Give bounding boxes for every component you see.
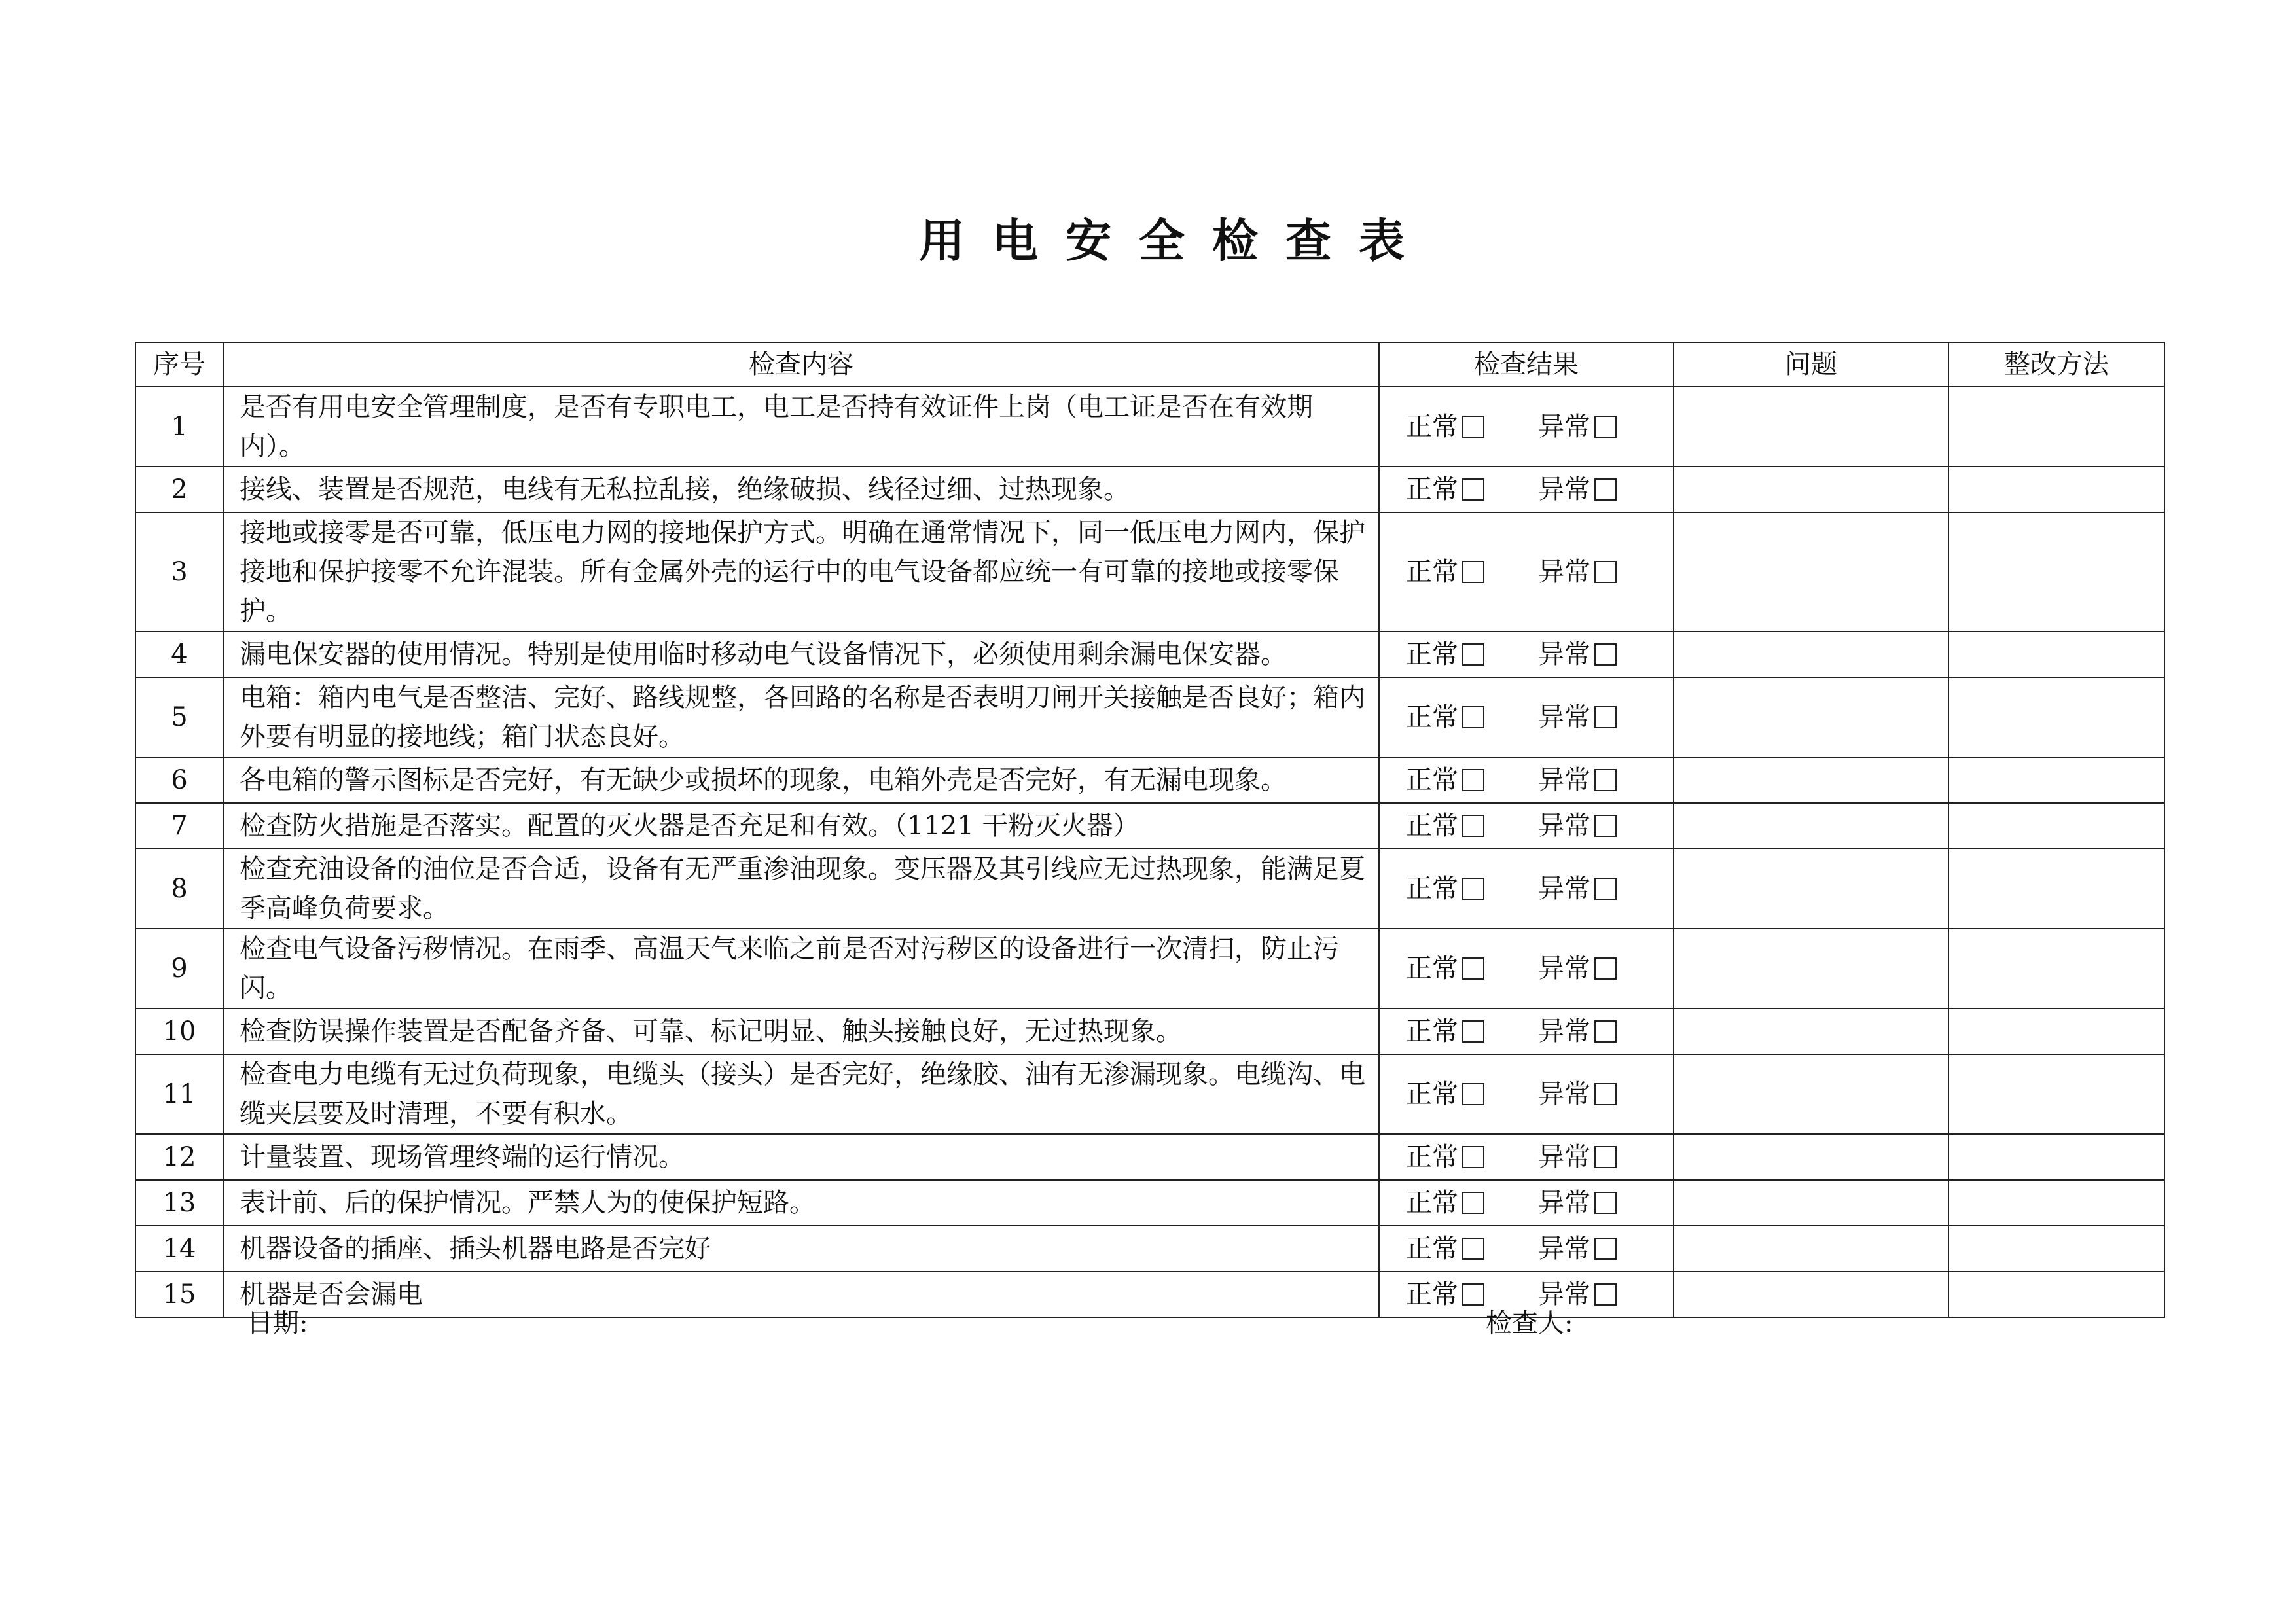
result-option-abnormal[interactable] — [1538, 869, 1617, 908]
result-option-normal[interactable] — [1406, 869, 1484, 908]
row-result — [1379, 929, 1674, 1008]
result-option-abnormal[interactable] — [1538, 1229, 1617, 1268]
row-seq: 1 — [135, 387, 223, 467]
result-label-normal: 正常 — [1406, 954, 1458, 984]
result-option-abnormal[interactable] — [1538, 1137, 1617, 1177]
checkbox-normal[interactable] — [1462, 478, 1484, 501]
result-option-normal[interactable] — [1406, 760, 1484, 800]
row-problem[interactable] — [1674, 757, 1948, 803]
result-label-normal: 正常 — [1406, 1016, 1458, 1046]
result-option-normal[interactable] — [1406, 1137, 1484, 1177]
table-row — [135, 803, 2164, 849]
checkbox-normal[interactable] — [1462, 1283, 1484, 1306]
row-seq: 4 — [135, 632, 223, 677]
checkbox-abnormal[interactable] — [1594, 1238, 1617, 1260]
checkbox-normal[interactable] — [1462, 1083, 1484, 1105]
result-option-abnormal[interactable] — [1538, 1012, 1617, 1051]
checkbox-normal[interactable] — [1462, 878, 1484, 900]
result-option-normal[interactable] — [1406, 470, 1484, 509]
row-fix[interactable] — [1948, 1180, 2164, 1226]
table-header-row — [135, 342, 2164, 387]
result-label-normal: 正常 — [1406, 1234, 1458, 1264]
result-option-normal[interactable] — [1406, 806, 1484, 846]
checkbox-abnormal[interactable] — [1594, 1283, 1617, 1306]
result-option-normal[interactable] — [1406, 1075, 1484, 1114]
row-problem[interactable] — [1674, 632, 1948, 677]
row-fix[interactable] — [1948, 632, 2164, 677]
row-result — [1379, 1134, 1674, 1180]
row-problem[interactable] — [1674, 467, 1948, 512]
result-label-normal: 正常 — [1406, 412, 1458, 442]
checkbox-normal[interactable] — [1462, 643, 1484, 666]
result-option-normal[interactable] — [1406, 407, 1484, 446]
row-result — [1379, 1180, 1674, 1226]
result-label-abnormal: 异常 — [1538, 474, 1590, 505]
table-row — [135, 849, 2164, 929]
row-content: 机器是否会漏电 — [223, 1272, 1379, 1317]
result-option-abnormal[interactable] — [1538, 698, 1617, 737]
row-result — [1379, 803, 1674, 849]
result-label-normal: 正常 — [1406, 1279, 1458, 1310]
result-label-abnormal: 异常 — [1538, 765, 1590, 795]
row-fix[interactable] — [1948, 849, 2164, 929]
row-problem[interactable] — [1674, 929, 1948, 1008]
result-option-abnormal[interactable] — [1538, 760, 1617, 800]
row-content: 检查充油设备的油位是否合适，设备有无严重渗油现象。变压器及其引线应无过热现象，能满足夏季高峰负荷要求。 — [223, 849, 1379, 929]
result-label-abnormal: 异常 — [1538, 1016, 1590, 1046]
table-row — [135, 757, 2164, 803]
result-label-normal: 正常 — [1406, 639, 1458, 669]
result-option-abnormal[interactable] — [1538, 635, 1617, 674]
result-label-normal: 正常 — [1406, 1079, 1458, 1109]
row-result — [1379, 1008, 1674, 1054]
checkbox-abnormal[interactable] — [1594, 1146, 1617, 1168]
checkbox-normal[interactable] — [1462, 1238, 1484, 1260]
row-content: 检查防误操作装置是否配备齐备、可靠、标记明显、触头接触良好，无过热现象。 — [223, 1008, 1379, 1054]
result-option-abnormal[interactable] — [1538, 806, 1617, 846]
inspection-table — [135, 342, 2165, 1318]
checkbox-normal[interactable] — [1462, 1192, 1484, 1214]
row-content: 机器设备的插座、插头机器电路是否完好 — [223, 1226, 1379, 1272]
result-label-normal: 正常 — [1406, 474, 1458, 505]
header-content: 检查内容 — [223, 342, 1379, 387]
result-option-abnormal[interactable] — [1538, 407, 1617, 446]
row-problem[interactable] — [1674, 803, 1948, 849]
result-label-normal: 正常 — [1406, 1188, 1458, 1218]
result-option-normal[interactable] — [1406, 552, 1484, 592]
table-row — [135, 1008, 2164, 1054]
row-seq: 8 — [135, 849, 223, 929]
table-row — [135, 1054, 2164, 1134]
result-label-abnormal: 异常 — [1538, 874, 1590, 904]
result-option-abnormal[interactable] — [1538, 949, 1617, 988]
row-problem[interactable] — [1674, 512, 1948, 632]
row-result — [1379, 1226, 1674, 1272]
result-label-normal: 正常 — [1406, 702, 1458, 732]
checkbox-abnormal[interactable] — [1594, 643, 1617, 666]
row-result — [1379, 1054, 1674, 1134]
row-seq: 10 — [135, 1008, 223, 1054]
row-fix[interactable] — [1948, 512, 2164, 632]
row-result — [1379, 677, 1674, 757]
row-problem[interactable] — [1674, 1008, 1948, 1054]
result-option-abnormal[interactable] — [1538, 1075, 1617, 1114]
result-label-normal: 正常 — [1406, 874, 1458, 904]
row-seq: 5 — [135, 677, 223, 757]
result-label-abnormal: 异常 — [1538, 702, 1590, 732]
row-content: 检查电气设备污秽情况。在雨季、高温天气来临之前是否对污秽区的设备进行一次清扫，防止污闪。 — [223, 929, 1379, 1008]
result-label-abnormal: 异常 — [1538, 639, 1590, 669]
row-content: 漏电保安器的使用情况。特别是使用临时移动电气设备情况下，必须使用剩余漏电保安器。 — [223, 632, 1379, 677]
row-problem[interactable] — [1674, 387, 1948, 467]
checkbox-abnormal[interactable] — [1594, 478, 1617, 501]
row-fix[interactable] — [1948, 1134, 2164, 1180]
table-row — [135, 1134, 2164, 1180]
row-seq: 13 — [135, 1180, 223, 1226]
checkbox-normal[interactable] — [1462, 1146, 1484, 1168]
checkbox-abnormal[interactable] — [1594, 878, 1617, 900]
result-label-normal: 正常 — [1406, 1142, 1458, 1172]
row-result — [1379, 632, 1674, 677]
table-row — [135, 1272, 2164, 1317]
row-seq: 15 — [135, 1272, 223, 1317]
row-fix[interactable] — [1948, 1272, 2164, 1317]
result-label-abnormal: 异常 — [1538, 1079, 1590, 1109]
row-result — [1379, 757, 1674, 803]
result-label-normal: 正常 — [1406, 557, 1458, 587]
row-content: 计量装置、现场管理终端的运行情况。 — [223, 1134, 1379, 1180]
checkbox-abnormal[interactable] — [1594, 1020, 1617, 1043]
row-fix[interactable] — [1948, 467, 2164, 512]
result-label-abnormal: 异常 — [1538, 557, 1590, 587]
result-option-normal[interactable] — [1406, 1012, 1484, 1051]
checkbox-normal[interactable] — [1462, 957, 1484, 980]
result-option-normal[interactable] — [1406, 949, 1484, 988]
row-content: 接线、装置是否规范，电线有无私拉乱接，绝缘破损、线径过细、过热现象。 — [223, 467, 1379, 512]
checkbox-normal[interactable] — [1462, 706, 1484, 728]
row-seq: 9 — [135, 929, 223, 1008]
checkbox-abnormal[interactable] — [1594, 815, 1617, 837]
result-label-normal: 正常 — [1406, 765, 1458, 795]
row-result — [1379, 387, 1674, 467]
row-fix[interactable] — [1948, 387, 2164, 467]
row-content: 检查防火措施是否落实。配置的灭火器是否充足和有效。（1121 干粉灭火器） — [223, 803, 1379, 849]
row-content: 表计前、后的保护情况。严禁人为的使保护短路。 — [223, 1180, 1379, 1226]
result-option-normal[interactable] — [1406, 1183, 1484, 1222]
checkbox-normal[interactable] — [1462, 416, 1484, 438]
row-fix[interactable] — [1948, 757, 2164, 803]
checkbox-abnormal[interactable] — [1594, 561, 1617, 583]
result-label-abnormal: 异常 — [1538, 412, 1590, 442]
row-seq: 14 — [135, 1226, 223, 1272]
table-row — [135, 677, 2164, 757]
row-problem[interactable] — [1674, 1054, 1948, 1134]
result-option-abnormal[interactable] — [1538, 470, 1617, 509]
table-row — [135, 387, 2164, 467]
inspector-label: 检查人: — [1486, 1308, 1573, 1338]
row-result — [1379, 849, 1674, 929]
row-fix[interactable] — [1948, 929, 2164, 1008]
row-content: 接地或接零是否可靠，低压电力网的接地保护方式。明确在通常情况下，同一低压电力网内，保护接地和保护接零不允许混装。所有金属外壳的运行中的电气设备都应统一有可靠的接地或接零保护。 — [223, 512, 1379, 632]
row-problem[interactable] — [1674, 1226, 1948, 1272]
table-row — [135, 929, 2164, 1008]
header-fix: 整改方法 — [1948, 342, 2164, 387]
checkbox-abnormal[interactable] — [1594, 416, 1617, 438]
checkbox-abnormal[interactable] — [1594, 769, 1617, 791]
row-result — [1379, 467, 1674, 512]
result-label-abnormal: 异常 — [1538, 1234, 1590, 1264]
table-row — [135, 1226, 2164, 1272]
row-problem[interactable] — [1674, 1134, 1948, 1180]
row-seq: 7 — [135, 803, 223, 849]
checkbox-abnormal[interactable] — [1594, 1083, 1617, 1105]
row-fix[interactable] — [1948, 803, 2164, 849]
row-content: 各电箱的警示图标是否完好，有无缺少或损坏的现象，电箱外壳是否完好，有无漏电现象。 — [223, 757, 1379, 803]
checkbox-abnormal[interactable] — [1594, 1192, 1617, 1214]
result-option-normal[interactable] — [1406, 1229, 1484, 1268]
row-seq: 11 — [135, 1054, 223, 1134]
result-option-normal[interactable] — [1406, 635, 1484, 674]
result-option-abnormal[interactable] — [1538, 552, 1617, 592]
page-title: 用电安全检查表 — [919, 214, 1432, 268]
row-seq: 3 — [135, 512, 223, 632]
header-seq: 序号 — [135, 342, 223, 387]
result-label-abnormal: 异常 — [1538, 811, 1590, 841]
checkbox-normal[interactable] — [1462, 561, 1484, 583]
table-row — [135, 467, 2164, 512]
row-fix[interactable] — [1948, 1054, 2164, 1134]
row-fix[interactable] — [1948, 1008, 2164, 1054]
result-label-normal: 正常 — [1406, 811, 1458, 841]
result-label-abnormal: 异常 — [1538, 954, 1590, 984]
row-fix[interactable] — [1948, 677, 2164, 757]
date-label: 日期: — [247, 1308, 308, 1338]
row-seq: 2 — [135, 467, 223, 512]
row-seq: 12 — [135, 1134, 223, 1180]
checkbox-normal[interactable] — [1462, 769, 1484, 791]
result-label-abnormal: 异常 — [1538, 1142, 1590, 1172]
result-option-abnormal[interactable] — [1538, 1183, 1617, 1222]
result-label-abnormal: 异常 — [1538, 1188, 1590, 1218]
checkbox-abnormal[interactable] — [1594, 957, 1617, 980]
header-result: 检查结果 — [1379, 342, 1674, 387]
row-seq: 6 — [135, 757, 223, 803]
table-row — [135, 512, 2164, 632]
result-option-normal[interactable] — [1406, 1275, 1484, 1314]
row-content: 是否有用电安全管理制度，是否有专职电工，电工是否持有效证件上岗（电工证是否在有效期内）。 — [223, 387, 1379, 467]
checkbox-normal[interactable] — [1462, 1020, 1484, 1043]
table-row — [135, 632, 2164, 677]
row-content: 电箱：箱内电气是否整洁、完好、路线规整，各回路的名称是否表明刀闸开关接触是否良好；箱内外要有明显的接地线；箱门状态良好。 — [223, 677, 1379, 757]
row-problem[interactable] — [1674, 1180, 1948, 1226]
result-label-abnormal: 异常 — [1538, 1279, 1590, 1310]
checkbox-abnormal[interactable] — [1594, 706, 1617, 728]
row-content: 检查电力电缆有无过负荷现象，电缆头（接头）是否完好，绝缘胶、油有无渗漏现象。电缆沟、电缆夹层要及时清理，不要有积水。 — [223, 1054, 1379, 1134]
row-problem[interactable] — [1674, 677, 1948, 757]
row-fix[interactable] — [1948, 1226, 2164, 1272]
result-option-normal[interactable] — [1406, 698, 1484, 737]
row-problem[interactable] — [1674, 849, 1948, 929]
table-row — [135, 1180, 2164, 1226]
header-problem: 问题 — [1674, 342, 1948, 387]
row-result — [1379, 512, 1674, 632]
row-problem[interactable] — [1674, 1272, 1948, 1317]
checkbox-normal[interactable] — [1462, 815, 1484, 837]
